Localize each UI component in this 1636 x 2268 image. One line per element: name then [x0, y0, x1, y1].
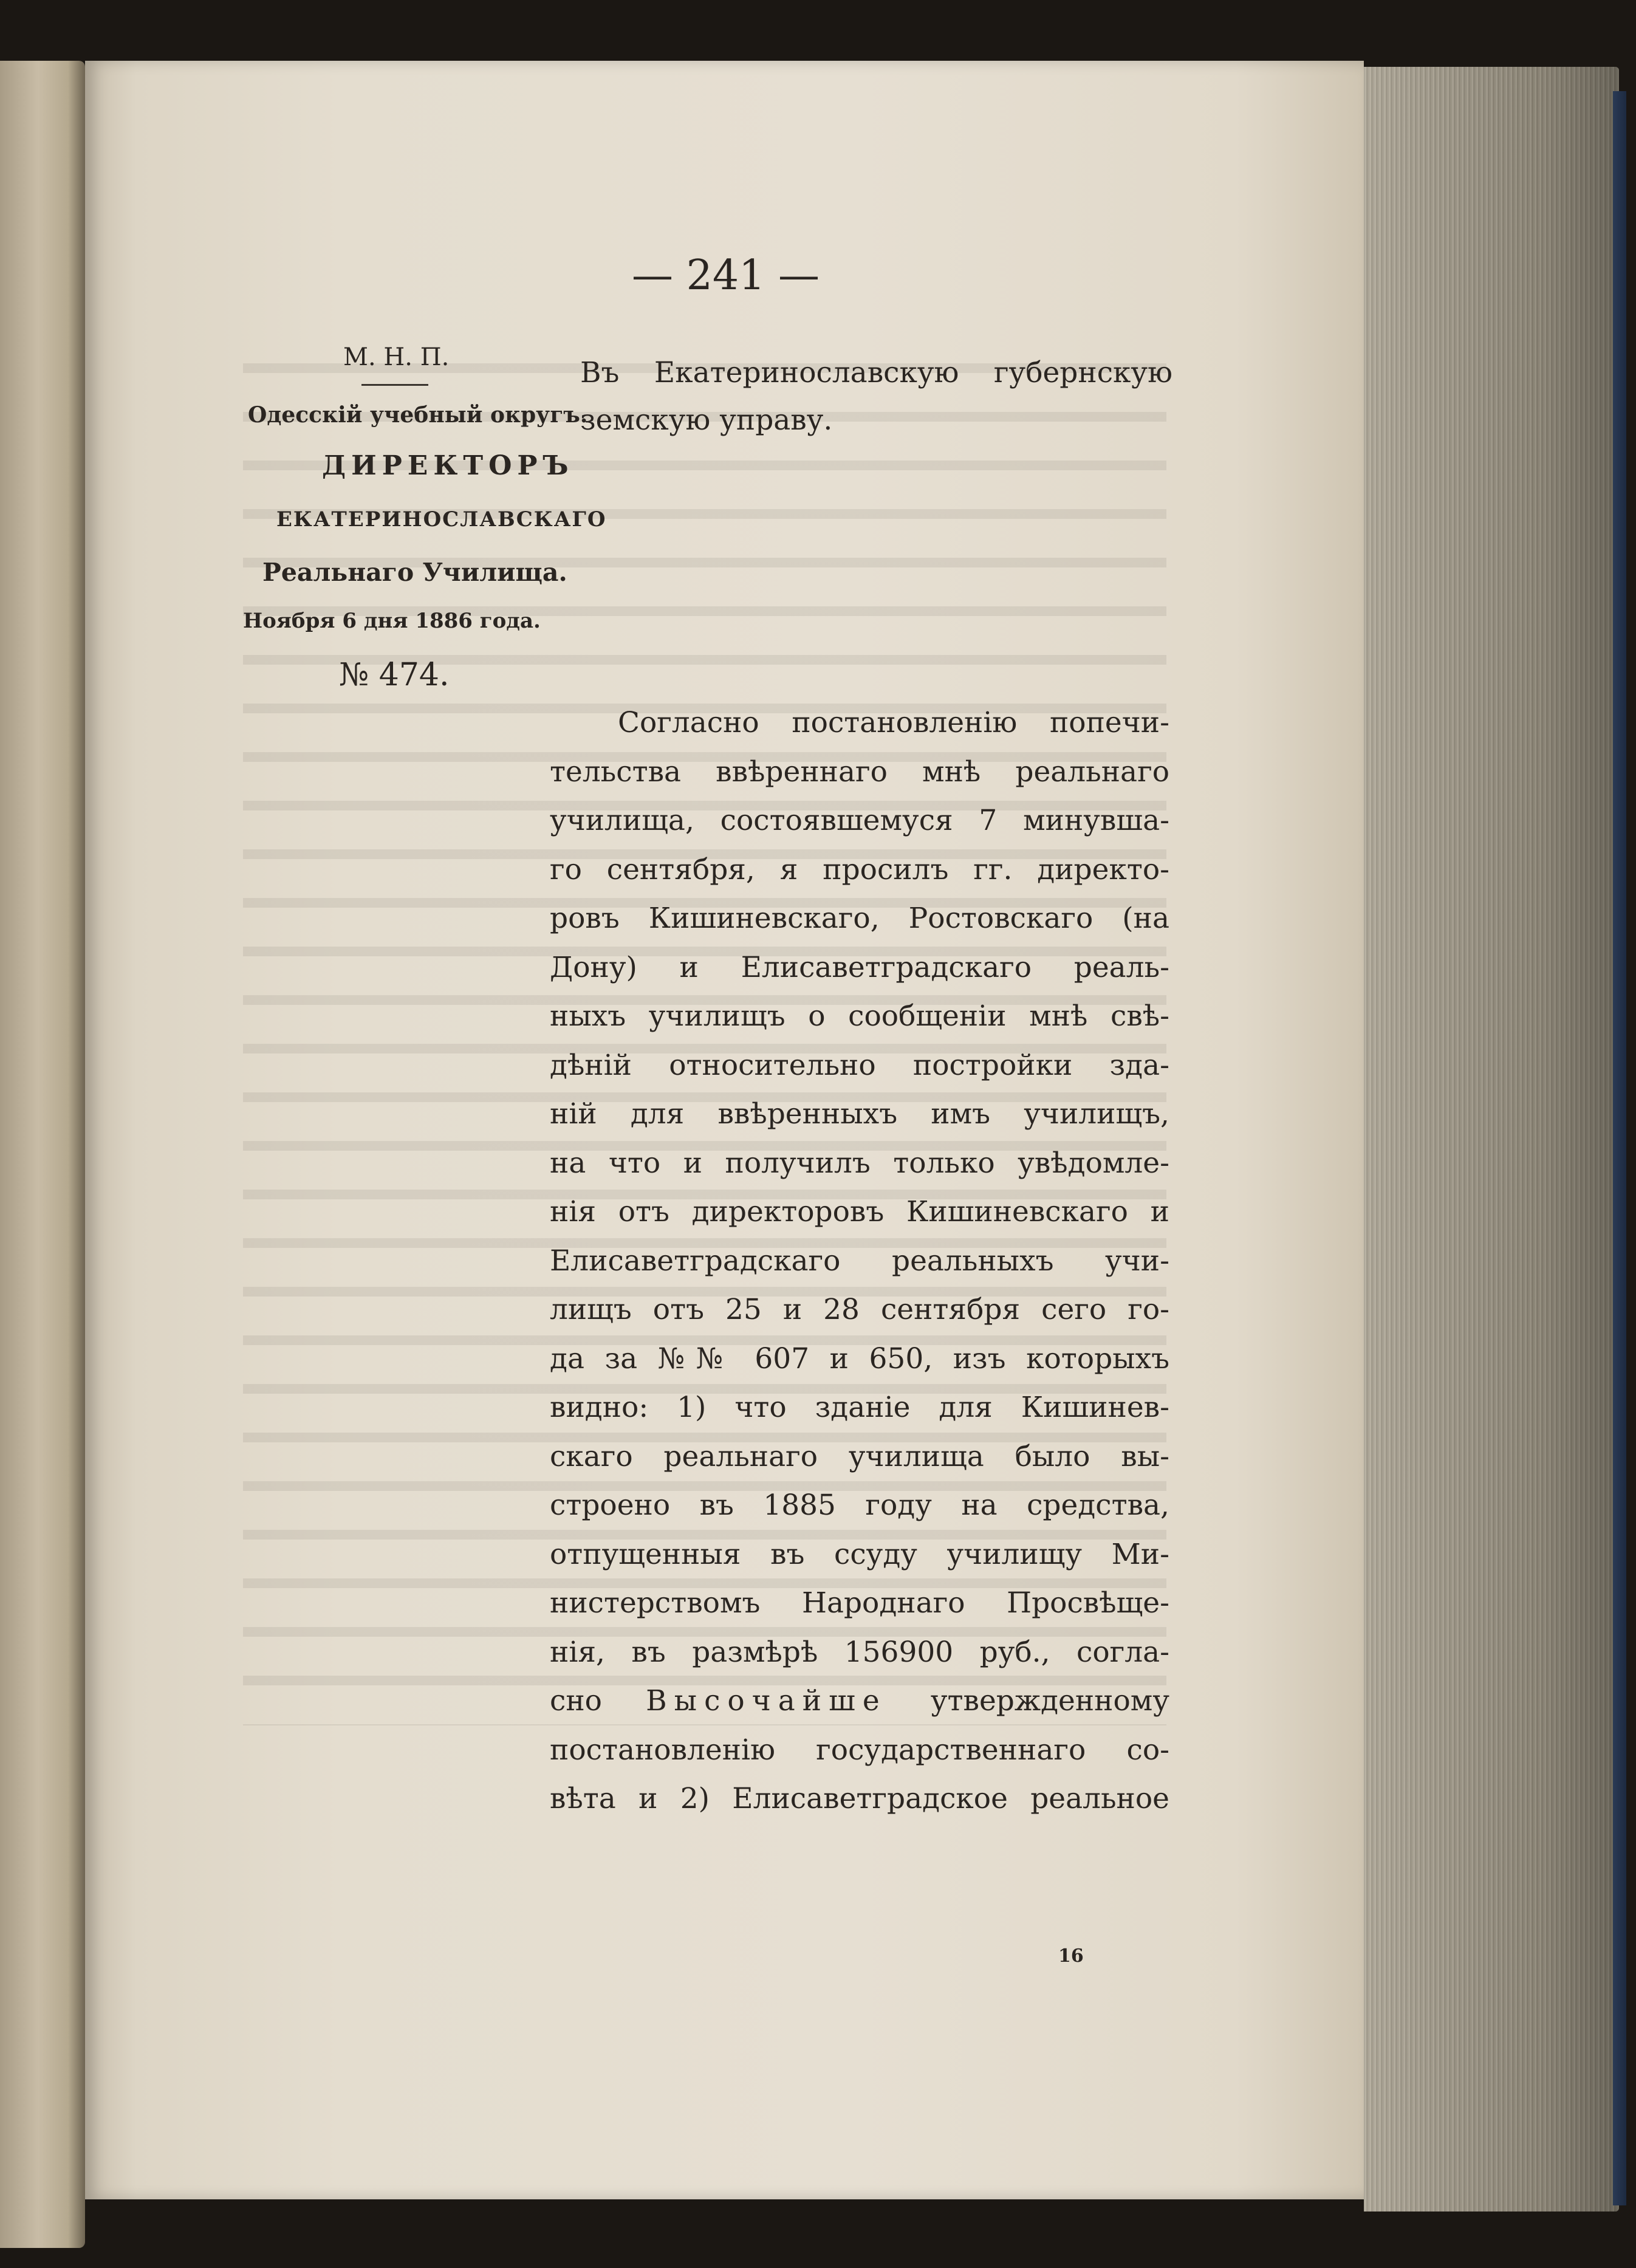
body-line: Дону) и Елисаветградскаго реаль- [550, 950, 1169, 984]
document-number: № 474. [339, 657, 450, 693]
sender-ministry: М. Н. П. [343, 343, 450, 371]
signature-mark: 16 [1058, 1945, 1084, 1967]
body-line: ровъ Кишиневскаго, Ростовскаго (на [550, 902, 1169, 935]
body-line: нистерствомъ Народнаго Просвѣще- [550, 1586, 1169, 1620]
sender-district: Одесскій учебный округъ. [248, 402, 588, 428]
sender-school-line2: Реальнаго Училища. [262, 558, 567, 587]
body-word-emphasis: Высочайше [646, 1684, 887, 1718]
sender-title: ДИРЕКТОРЪ [322, 450, 574, 481]
body-line: нія отъ директоровъ Кишиневскаго и [550, 1195, 1169, 1228]
body-line: Елисаветградскаго реальныхъ учи- [550, 1244, 1169, 1278]
body-word: сно [550, 1684, 602, 1718]
body-line: да за №№ 607 и 650, изъ которыхъ [550, 1341, 1169, 1376]
body-line: на что и получилъ только увѣдомле- [550, 1146, 1169, 1180]
body-word: утвержденному [930, 1684, 1169, 1718]
body-line: ній для ввѣренныхъ имъ училищъ, [550, 1097, 1169, 1131]
previous-page-edge [0, 61, 85, 2248]
sender-divider [361, 384, 428, 386]
page-number: — 241 — [632, 252, 820, 300]
sender-date: Ноября 6 дня 1886 года. [243, 609, 541, 633]
body-line: скаго реальнаго училища было вы- [550, 1439, 1169, 1473]
body-line: Согласно постановленію попечи- [618, 706, 1169, 739]
body-line: тельства ввѣреннаго мнѣ реальнаго [550, 755, 1169, 789]
body-line: нія, въ размѣрѣ 156900 руб., согла- [550, 1635, 1169, 1669]
body-line: дѣній относительно постройки зда- [550, 1048, 1169, 1082]
body-line: училища, состоявшемуся 7 минувша- [550, 804, 1169, 837]
body-line: отпущенныя въ ссуду училищу Ми- [550, 1537, 1169, 1571]
sender-school-line1: ЕКАТЕРИНОСЛАВСКАГО [276, 507, 607, 532]
body-line-spaced [550, 1677, 1169, 1726]
body-line: ныхъ училищъ о сообщеніи мнѣ свѣ- [550, 999, 1169, 1033]
body-line: постановленію государственнаго со- [550, 1733, 1169, 1767]
body-line: лищъ отъ 25 и 28 сентября сего го- [550, 1293, 1169, 1326]
body-line: строено въ 1885 году на средства, [550, 1489, 1169, 1522]
body-line: го сентября, я просилъ гг. директо- [550, 852, 1169, 886]
body-line: вѣта и 2) Елисаветградское реальное [550, 1782, 1169, 1815]
page-edges-shade [1364, 67, 1619, 2211]
body-line: видно: 1) что зданіе для Кишинев- [550, 1391, 1169, 1424]
letter-body [550, 699, 1169, 1824]
addressee: Въ Екатеринославскую губернскую земскую управу. [580, 356, 1172, 437]
book-cover-edge [1613, 91, 1626, 2205]
